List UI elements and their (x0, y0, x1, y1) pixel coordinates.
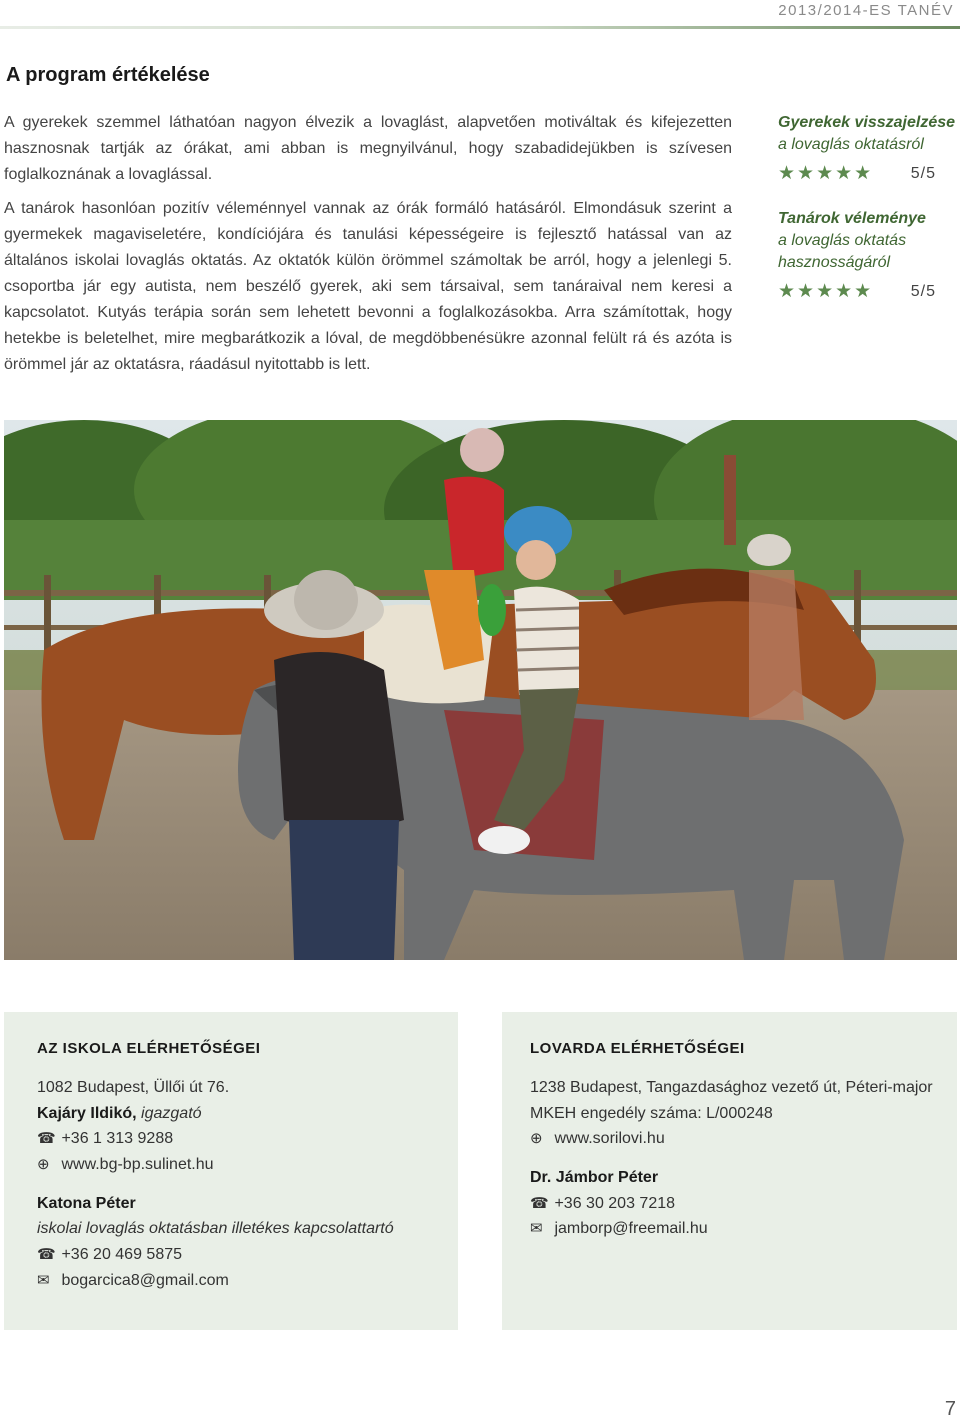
stable-contact-title: LOVARDA ELÉRHETŐSÉGEI (530, 1040, 745, 1057)
stable-license: MKEH engedély száma: L/000248 (530, 1104, 773, 1122)
stable-contact-phone-number[interactable]: +36 30 203 7218 (554, 1194, 676, 1212)
principal-role: igazgató (141, 1104, 202, 1122)
stable-contact-name: Dr. Jámbor Péter (530, 1169, 659, 1187)
school-principal (37, 1101, 458, 1127)
school-phone[interactable] (37, 1126, 458, 1152)
stable-web-link[interactable]: www.sorilovi.hu (554, 1130, 665, 1148)
school-contact-phone[interactable] (37, 1242, 458, 1268)
school-contact-title: AZ ISKOLA ELÉRHETŐSÉGEI (37, 1040, 261, 1057)
stable-address: 1238 Budapest, Tangazdasághoz vezető út, Péteri-major (530, 1079, 933, 1096)
rating-children (778, 112, 960, 185)
star-rating-icon: ★★★★★ (778, 281, 874, 302)
header-year: 2013/2014-ES TANÉV (778, 2, 954, 19)
stable-contact-email[interactable] (530, 1216, 957, 1242)
paragraph-2: A tanárok hasonlóan pozitív véleménnyel vannak az órák formáló hatásáról. Elmondásuk szerint a gyermekek magaviseletére, kondíciójára és tanulási képességeire is fejlesztő hatással van az általános iskolai lovaglás oktatás. Az oktatók külön örömmel számoltak be arról, hogy a jelenlegi 5. csoportba jár egy autista, nem beszélő gyerek, aki sem társaival, sem tanáraival nem keresi a kapcsolatot. Kutyás terápia során sem lehetett bevonni a foglalkozásokba. Arra számítottak, hogy hetekbe is beletelhet, mire megbarátkozik a lóval, de megdöbbenésükre azonnal felült rá és azóta is örömmel jár az oktatásra, ráadásul nyitottabb is lett. (4, 200, 732, 373)
principal-name: Kajáry Ildikó, (37, 1104, 137, 1122)
star-rating-icon: ★★★★★ (778, 163, 874, 184)
school-contact-email-link[interactable]: bogarcica8@gmail.com (61, 1271, 229, 1289)
main-text (4, 110, 732, 386)
photo-illustration (4, 420, 957, 960)
rating-subtitle: a lovaglás oktatás hasznosságáról (778, 232, 907, 271)
school-contact-name: Katona Péter (37, 1194, 136, 1212)
stable-contact-phone[interactable] (530, 1191, 957, 1217)
school-contact-role: iskolai lovaglás oktatásban illetékes kapcsolattartó (37, 1220, 394, 1238)
page-number: 7 (944, 1398, 956, 1420)
school-phone-number[interactable]: +36 1 313 9288 (61, 1130, 174, 1148)
school-web-link[interactable]: www.bg-bp.sulinet.hu (61, 1156, 214, 1174)
school-contact-email[interactable] (37, 1268, 458, 1294)
stable-contact-email-link[interactable]: jamborp@freemail.hu (554, 1220, 708, 1238)
rating-score: 5/5 (910, 282, 936, 300)
globe-icon: ⊕ (530, 1130, 543, 1148)
globe-icon: ⊕ (37, 1156, 50, 1174)
school-contact-box (4, 1012, 458, 1330)
rating-title: Gyerekek visszajelzése (778, 114, 956, 131)
school-address: 1082 Budapest, Üllői út 76. (37, 1079, 230, 1096)
header-divider (0, 26, 960, 29)
rating-teachers (778, 208, 960, 303)
school-contact-phone-number[interactable]: +36 20 469 5875 (61, 1246, 183, 1264)
paragraph-1: A gyerekek szemmel láthatóan nagyon élvezik a lovaglást, alapvetően motiváltak és kifejezetten hasznosnak tartják az órákat, ami abban is megnyilvánul, hogy szabadidejükben is szívesen foglalkoznának a lovaglással. (4, 114, 732, 183)
photo-children-riding-horses (4, 420, 957, 960)
phone-icon: ☎ (37, 1246, 56, 1264)
rating-score: 5/5 (910, 164, 936, 182)
stable-contact-box (502, 1012, 957, 1330)
mail-icon: ✉ (37, 1271, 50, 1289)
rating-subtitle: a lovaglás oktatásról (778, 136, 924, 153)
rating-title: Tanárok véleménye (778, 210, 926, 227)
phone-icon: ☎ (37, 1130, 56, 1148)
stable-web[interactable] (530, 1126, 957, 1152)
section-title: A program értékelése (6, 64, 210, 86)
phone-icon: ☎ (530, 1194, 549, 1212)
mail-icon: ✉ (530, 1220, 543, 1238)
school-web[interactable] (37, 1152, 458, 1178)
